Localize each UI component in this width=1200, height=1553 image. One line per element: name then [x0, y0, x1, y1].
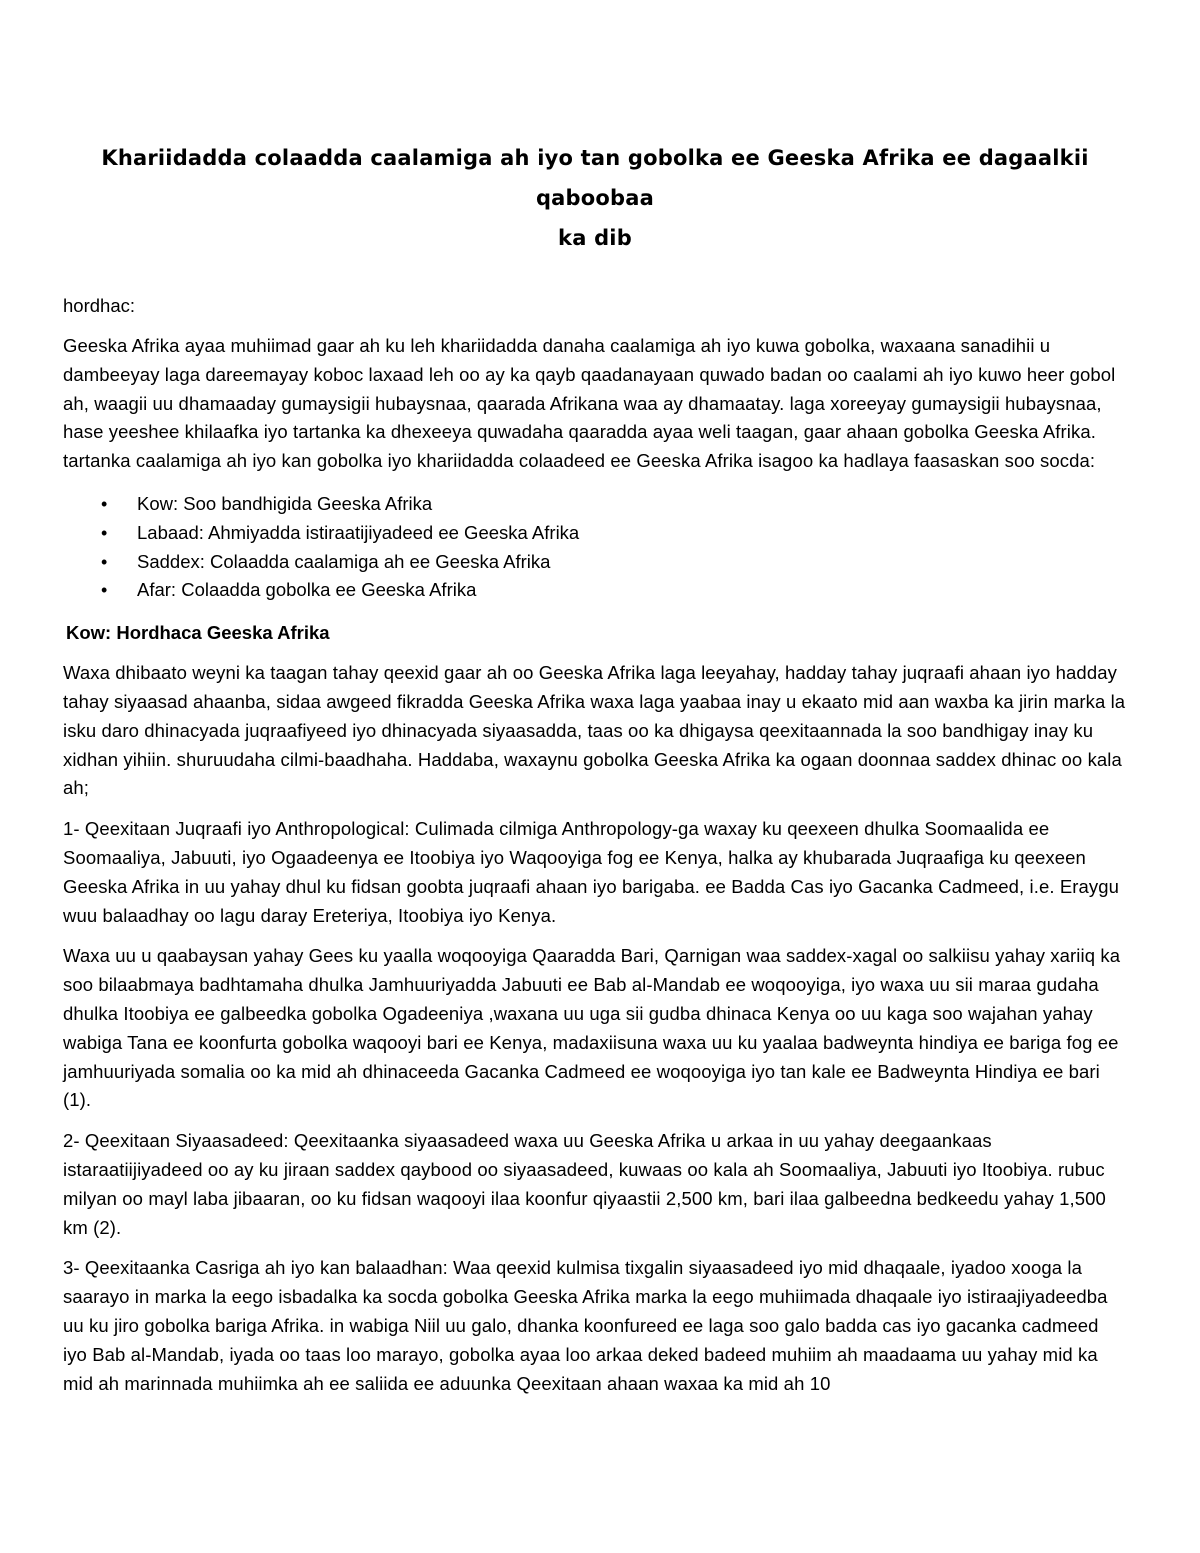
outline-list [63, 490, 1127, 605]
title-line-2: ka dib [558, 226, 632, 250]
body-paragraph: 2- Qeexitaan Siyaasadeed: Qeexitaanka siyaasadeed waxa uu Geeska Afrika u arkaa in uu yahay deegaankaas istaraatiijiyadeed oo ay ku jiraan saddex qaybood oo siyaasadeed, kuwaas oo kala ah Soomaaliya, Jabuuti iyo Itoobiya. rubuc milyan oo mayl laba jibaaran, oo ku fidsan waqooyi ilaa koonfur qiyaastii 2,500 km, bari ilaa galbeedna bedkeedu yahay 1,500 km (2). [63, 1130, 1106, 1238]
bullet-icon: • [101, 493, 108, 514]
list-item-text: Afar: Colaadda gobolka ee Geeska Afrika [137, 579, 477, 601]
list-item-text: Labaad: Ahmiyadda istiraatijiyadeed ee Geeska Afrika [137, 521, 580, 543]
list-item [63, 490, 1127, 519]
list-item [63, 519, 1127, 548]
bullet-icon: • [101, 580, 108, 601]
list-item [63, 576, 1127, 605]
title-line-1: Khariidadda colaadda caalamiga ah iyo tan gobolka ee Geeska Afrika ee dagaalkii qaboobaa [101, 146, 1089, 210]
bullet-icon: • [101, 551, 108, 572]
body-paragraph: 1- Qeexitaan Juqraafi iyo Anthropological: Culimada cilmiga Anthropology-ga waxay ku qeexeen dhulka Soomaalida ee Soomaaliya, Jabuuti, iyo Ogaadeenya ee Itoobiya iyo Waqooyiga fog ee Kenya, halka ay khubarada Juqraafiga ku qeexeen Geeska Afrika in uu yahay dhul ku fidsan goobta juqraafi ahaan iyo barigaba. ee Badda Cas iyo Gacanka Cadmeed, i.e. Eraygu wuu balaadhay oo lagu daray Ereteriya, Itoobiya iyo Kenya. [63, 818, 1120, 926]
intro-label: hordhac: [63, 295, 135, 316]
body-paragraph: Waxa dhibaato weyni ka taagan tahay qeexid gaar ah oo Geeska Afrika laga leeyahay, hadday tahay juqraafi ahaan iyo hadday tahay siyaasad ahaanba, sidaa awgeed fikradda Geeska Afrika waxa laga yaabaa inay u ekaato mid aan waxba ka jirin marka la isku daro dhinacyada juqraafiyeed iyo dhinacyada siyaasadda, taas oo ka dhigaysa qeexitaannada la soo bandhigay inay ku xidhan yihiin. shuruudaha cilmi-baadhaha. Haddaba, waxaynu gobolka Geeska Afrika ka ogaan doonnaa saddex dhinac oo kala ah; [63, 662, 1126, 799]
section-heading: Kow: Hordhaca Geeska Afrika [66, 622, 330, 644]
intro-paragraph: Geeska Afrika ayaa muhiimad gaar ah ku leh khariidadda danaha caalamiga ah iyo kuwa gobolka, waxaana sanadihii u dambeeyay laga dareemayay koboc laxaad leh oo ay ka qayb qaadanayaan quwado badan oo caalami ah iyo kuwo heer gobol ah, waagii uu dhamaaday gumaysigii hubaysnaa, qaarada Afrikana waa ay dhamaatay. laga xoreeyay gumaysigii hubaysnaa, hase yeeshee khilaafka iyo tartanka ka dhexeeya quwadaha qaaradda ayaa weli taagan, gaar ahaan gobolka Geeska Afrika. tartanka caalamiga ah iyo kan gobolka iyo khariidadda colaadeed ee Geeska Afrika isagoo ka hadlaya faasaskan soo socda: [63, 335, 1116, 472]
list-item [63, 548, 1127, 577]
document-title [63, 138, 1127, 258]
document-body [63, 138, 1127, 1398]
body-paragraph: 3- Qeexitaanka Casriga ah iyo kan balaadhan: Waa qeexid kulmisa tixgalin siyaasadeed iyo mid dhaqaale, iyadoo xooga la saarayo in marka la eego isbadalka ka socda gobolka Geeska Afrika marka la eego muhiimada dhaqaale iyo istiraajiyadeedba uu ku jiro gobolka bariga Afrika. in wabiga Niil uu galo, dhanka koonfureed ee laga soo galo badda cas iyo gacanka cadmeed iyo Bab al-Mandab, iyada oo taas loo marayo, gobolka ayaa loo arkaa deked badeed muhiim ah maadaama uu yahay mid ka mid ah marinnada muhiimka ah ee saliida ee aduunka Qeexitaan ahaan waxaa ka mid ah 10 [63, 1257, 1108, 1394]
body-paragraph: Waxa uu u qaabaysan yahay Gees ku yaalla woqooyiga Qaaradda Bari, Qarnigan waa saddex-xagal oo salkiisu yahay xariiq ka soo bilaabmaya badhtamaha dhulka Jamhuuriyadda Jabuuti ee Bab al-Mandab ee woqooyiga, iyo waxa uu sii maraa gudaha dhulka Itoobiya ee galbeedka gobolka Ogadeeniya ,waxana uu uga sii gudba dhinaca Kenya oo uu kaga soo wajahan yahay wabiga Tana ee koonfurta gobolka waqooyi bari ee Kenya, madaxiisuna waxa uu ku yaalaa badweynta hindiya ee bariga fog ee jamhuuriyada somalia oo ka mid ah dhinaceeda Gacanka Cadmeed ee woqooyiga iyo tan kale ee Badweynta Hindiya ee bari (1). [63, 945, 1121, 1111]
list-item-text: Saddex: Colaadda caalamiga ah ee Geeska Afrika [137, 550, 551, 572]
list-item-text: Kow: Soo bandhigida Geeska Afrika [137, 492, 433, 514]
bullet-icon: • [101, 522, 108, 543]
